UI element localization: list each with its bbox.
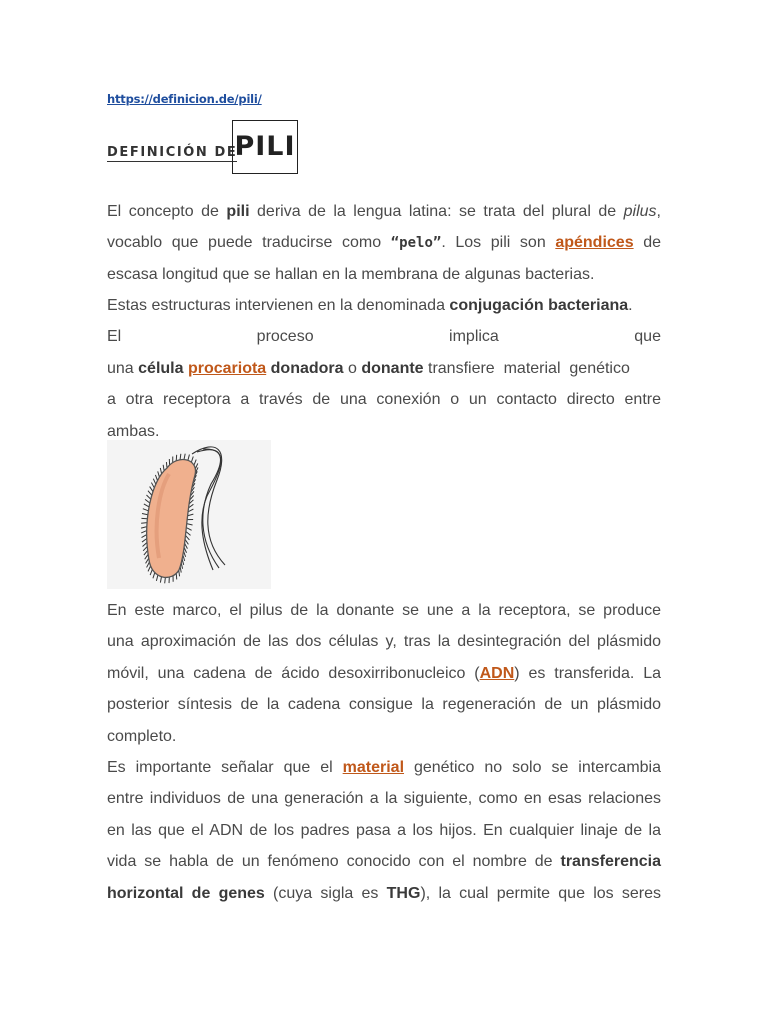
- text-line: [107, 353, 661, 384]
- text-line: [107, 815, 661, 846]
- pilus-hair: [186, 532, 191, 536]
- text-span: ,: [656, 203, 661, 220]
- text-span: posterior síntesis de la cadena consigue la regeneración de un plásmido: [107, 696, 661, 714]
- text-line: [107, 321, 661, 352]
- text-line: [107, 658, 661, 689]
- link-apendices[interactable]: apéndices: [555, 234, 634, 252]
- bold-term: pili: [226, 203, 250, 220]
- text-span: El: [107, 328, 122, 346]
- text-line: [107, 878, 661, 909]
- paragraph-mechanism: [107, 595, 661, 752]
- text-line: [107, 783, 661, 814]
- text-span: En este marco, el pilus de la donante se une a la receptora, se produce: [107, 602, 661, 619]
- pilus-hair: [186, 528, 191, 531]
- heading-boxed-term: PILI: [232, 120, 298, 174]
- heading-prefix: DEFINICIÓN DE: [107, 145, 238, 160]
- bacterium-icon: [107, 440, 271, 589]
- pilus-hair: [185, 539, 188, 544]
- pilus-hair: [163, 465, 164, 471]
- bold-term: donadora: [270, 359, 344, 377]
- bold-term: transferencia: [560, 853, 661, 871]
- link-adn[interactable]: ADN: [479, 664, 515, 682]
- text-span: . Los pili son: [441, 234, 556, 252]
- pilus-hair: [144, 504, 149, 507]
- text-line: [107, 290, 661, 321]
- quoted-term: “pelo”: [390, 235, 442, 252]
- paragraph-horizontal-transfer: [107, 752, 661, 909]
- text-span: ), la cual permite que los seres: [420, 884, 661, 902]
- pilus-hair: [141, 527, 147, 529]
- text-span: implica: [449, 328, 499, 346]
- pilus-hair: [188, 455, 190, 461]
- pilus-hair: [160, 577, 161, 583]
- text-span: una: [107, 359, 139, 377]
- bold-term: donante: [361, 359, 424, 377]
- pilus-hair: [143, 509, 149, 511]
- text-line: [107, 227, 661, 258]
- text-line: [107, 196, 661, 227]
- text-span: en las que el ADN de los padres pasa a los hijos. En cualquier linaje de la: [107, 821, 661, 839]
- text-span: vocablo que puede traducirse como: [107, 234, 391, 252]
- text-span: escasa longitud que se hallan en la membrana de algunas bacterias.: [107, 265, 595, 283]
- bold-term: conjugación bacteriana: [449, 297, 629, 314]
- pilus-hair: [194, 460, 196, 466]
- pilus-hair: [148, 491, 152, 496]
- italic-term: pilus: [623, 203, 657, 220]
- link-material[interactable]: material: [342, 759, 405, 776]
- pilus-hair: [142, 513, 148, 514]
- pilus-hair: [141, 531, 147, 533]
- text-line: [107, 721, 661, 752]
- text-line: [107, 595, 661, 626]
- pilus-hair: [165, 577, 166, 583]
- text-span: vida se habla de un fenómeno conocido con el nombre de: [107, 853, 561, 871]
- text-span: (cuya sigla es: [264, 884, 387, 902]
- pilus-hair: [145, 499, 150, 503]
- pilus-hair: [191, 457, 193, 463]
- bold-term: THG: [386, 884, 421, 902]
- text-line: [107, 626, 661, 657]
- text-span: móvil, una cadena de ácido desoxirribonucleico (: [107, 664, 480, 682]
- bacterium-illustration: [107, 440, 271, 589]
- text-span: o: [343, 359, 362, 377]
- pilus-hair: [146, 495, 150, 499]
- text-span: una aproximación de las dos células y, tras la desintegración del plásmido: [107, 633, 661, 651]
- text-span: ambas.: [107, 422, 160, 440]
- text-span: completo.: [107, 727, 177, 745]
- text-span: de: [633, 234, 661, 252]
- link-procariota[interactable]: procariota: [187, 359, 267, 377]
- text-span: El concepto de: [107, 203, 227, 220]
- pilus-hair: [184, 454, 185, 460]
- pilus-hair: [185, 535, 189, 540]
- text-span: transfiere material genético: [423, 359, 630, 377]
- paragraph-conjugation: [107, 290, 661, 447]
- text-line: [107, 384, 661, 415]
- bold-term: horizontal de genes: [107, 884, 265, 902]
- text-span: Es importante señalar que el: [107, 759, 343, 776]
- source-url-link[interactable]: https://definicion.de/pili/: [107, 92, 262, 106]
- pilus-hair: [156, 575, 157, 581]
- pilus-hair: [187, 524, 193, 525]
- text-span: deriva de la lengua latina: se trata del plural de: [249, 203, 624, 220]
- pilus-hair: [180, 454, 181, 460]
- text-line: [107, 846, 661, 877]
- paragraph-intro: [107, 196, 661, 290]
- text-span: proceso: [256, 328, 314, 346]
- text-line: [107, 752, 661, 783]
- text-span: entre individuos de una generación a la siguiente, como en esas relaciones: [107, 790, 661, 808]
- text-span: que: [634, 328, 661, 346]
- text-span: a otra receptora a través de una conexión o un contacto directo entre: [107, 391, 661, 409]
- text-span: .: [628, 297, 633, 314]
- pilus-hair: [142, 535, 147, 538]
- pilus-hair: [141, 523, 147, 524]
- bold-term: célula: [138, 359, 184, 377]
- text-line: [107, 259, 661, 290]
- pilus-hair: [142, 539, 147, 543]
- text-span: Estas estructuras intervienen en la denominada: [107, 297, 450, 314]
- text-line: [107, 689, 661, 720]
- text-span: ) es transferida. La: [514, 664, 661, 682]
- text-span: genético no solo se intercambia: [404, 759, 662, 776]
